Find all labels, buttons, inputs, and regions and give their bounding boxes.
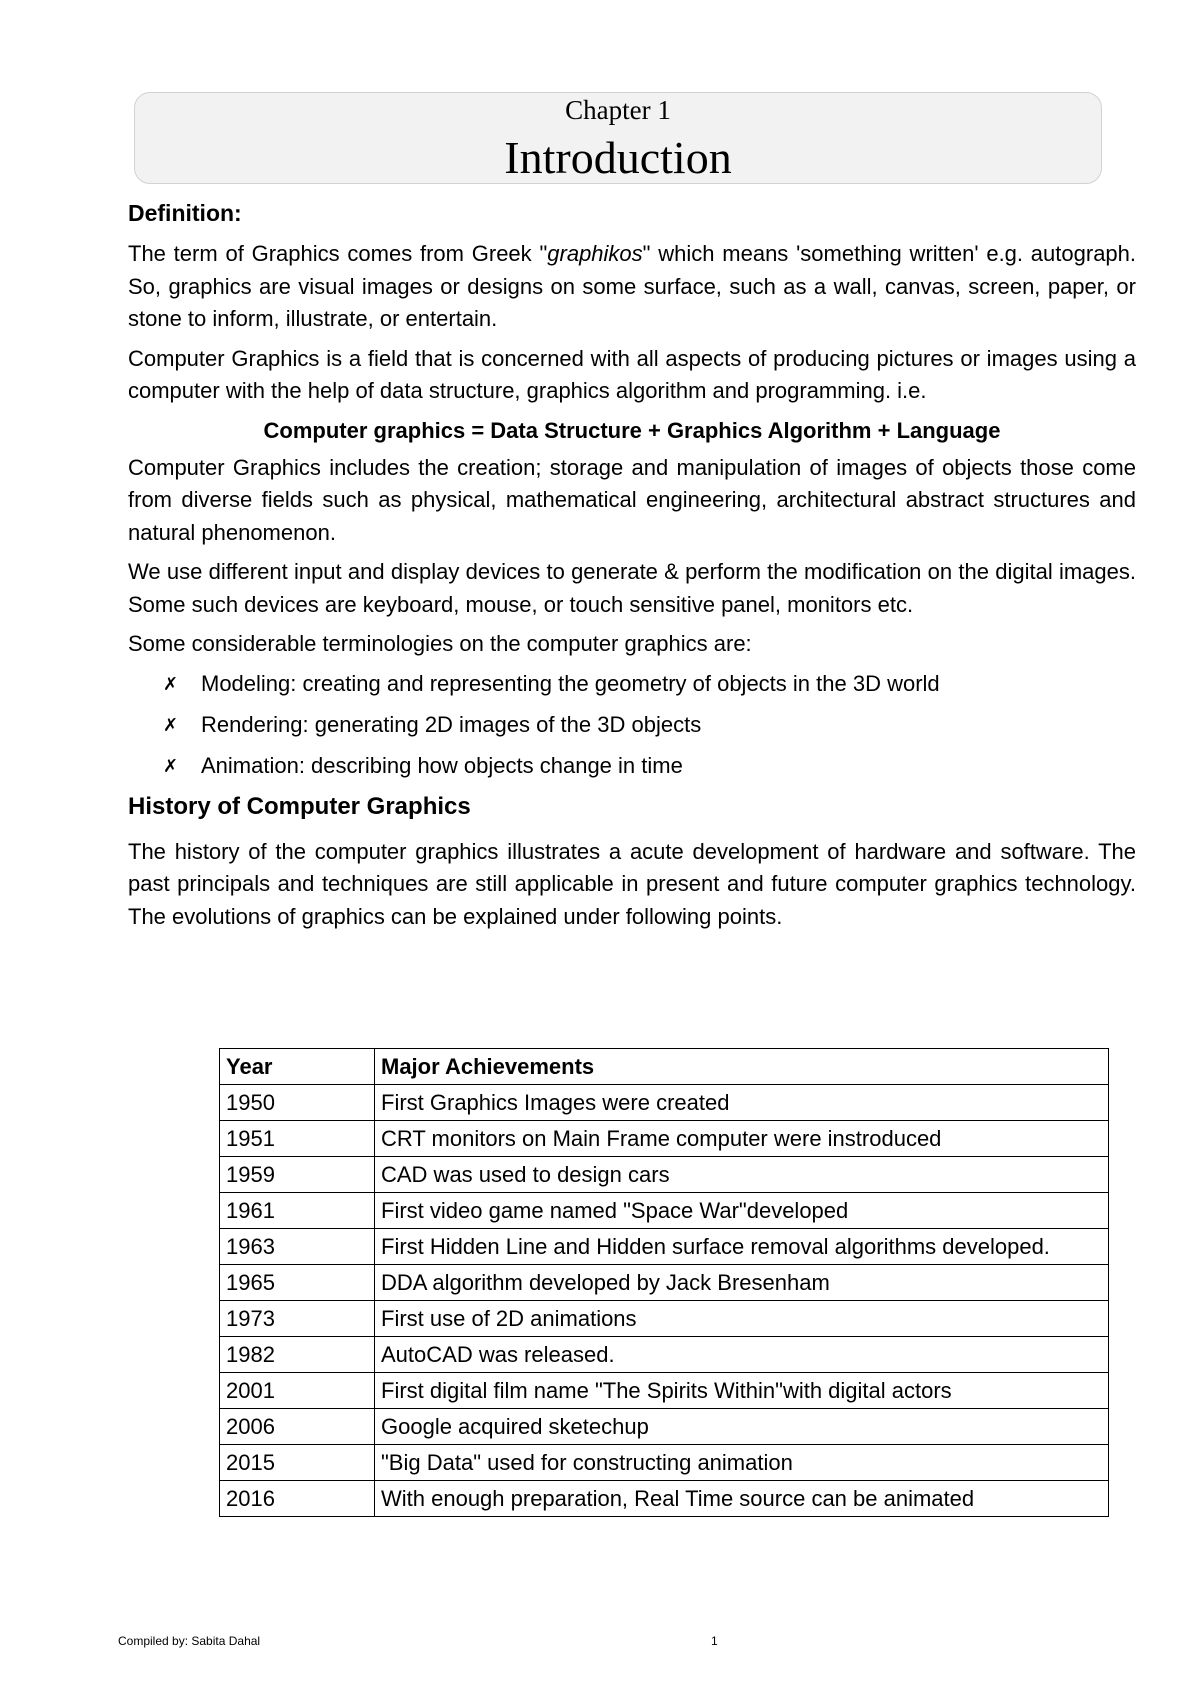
footer-page-number: 1 (711, 1634, 718, 1648)
table-header-year: Year (220, 1049, 375, 1085)
definition-paragraph-1 (128, 238, 1136, 336)
table-cell-achievement: AutoCAD was released. (375, 1337, 1109, 1373)
definition-paragraph-2: Computer Graphics is a field that is concerned with all aspects of producing pictures or images using a computer with the help of data structure, graphics algorithm and programming. i.e. (128, 345, 1136, 403)
list-item (128, 709, 1136, 741)
table-row (220, 1445, 1109, 1481)
definition-heading: Definition: (128, 200, 242, 226)
chapter-header-box (134, 92, 1102, 184)
bullet-text: Rendering: generating 2D images of the 3D objects (201, 711, 702, 737)
table-row (220, 1265, 1109, 1301)
table-cell-achievement: CRT monitors on Main Frame computer were instroduced (375, 1121, 1109, 1157)
table-row (220, 1301, 1109, 1337)
table-cell-year: 1965 (220, 1265, 375, 1301)
cross-mark-icon: ✗ (163, 673, 179, 694)
table-row (220, 1121, 1109, 1157)
footer-compiled-by: Compiled by: Sabita Dahal (118, 1634, 261, 1648)
table-cell-year: 1982 (220, 1337, 375, 1373)
terminology-list (128, 668, 1136, 782)
history-paragraph: The history of the computer graphics illustrates a acute development of hardware and software. The past principals and techniques are still applicable in present and future computer graphics technology. The evolutions of graphics can be explained under following points. (128, 838, 1136, 929)
table-header-row (220, 1049, 1109, 1085)
table-row (220, 1157, 1109, 1193)
table-header-achievements: Major Achievements (375, 1049, 1109, 1085)
table-cell-year: 1951 (220, 1121, 375, 1157)
chapter-title: Introduction (504, 132, 732, 183)
table-cell-year: 2006 (220, 1409, 375, 1445)
cross-mark-icon: ✗ (163, 714, 179, 735)
history-heading: History of Computer Graphics (128, 792, 471, 820)
table-cell-year: 2015 (220, 1445, 375, 1481)
list-item (128, 668, 1136, 700)
table-cell-year: 1959 (220, 1157, 375, 1193)
definition-p1-greek-word: graphikos (547, 241, 643, 266)
chapter-label: Chapter 1 (565, 95, 671, 125)
table-cell-achievement: First digital film name "The Spirits Within"with digital actors (375, 1373, 1109, 1409)
cross-mark-icon: ✗ (163, 755, 179, 776)
table-cell-achievement: First use of 2D animations (375, 1301, 1109, 1337)
definition-paragraph-3: Computer Graphics includes the creation; storage and manipulation of images of objects those come from diverse fields such as physical, mathematical engineering, architectural abstract structures and natural phenomenon. (128, 454, 1136, 545)
table-cell-year: 2001 (220, 1373, 375, 1409)
table-body (220, 1085, 1109, 1517)
bullet-text: Animation: describing how objects change in time (201, 752, 683, 778)
table-cell-achievement: DDA algorithm developed by Jack Bresenham (375, 1265, 1109, 1301)
history-table (219, 1048, 1109, 1517)
table-cell-achievement: With enough preparation, Real Time source can be animated (375, 1481, 1109, 1517)
page-content (128, 198, 1136, 940)
table-row (220, 1193, 1109, 1229)
definition-p1-after: " which means 'something written' e.g. autograph. So, graphics are visual images or designs on some surface, such as a wall, canvas, screen, paper, or stone to inform, illustrate, or entertain. (128, 241, 1137, 331)
table-row (220, 1481, 1109, 1517)
table-row (220, 1373, 1109, 1409)
table-cell-year: 2016 (220, 1481, 375, 1517)
table-cell-achievement: "Big Data" used for constructing animation (375, 1445, 1109, 1481)
definition-paragraph-4: We use different input and display devices to generate & perform the modification on the digital images. Some such devices are keyboard, mouse, or touch sensitive panel, monitors etc. (128, 559, 1136, 617)
definition-paragraph-5: Some considerable terminologies on the computer graphics are: (128, 631, 752, 656)
table-cell-year: 1961 (220, 1193, 375, 1229)
table-row (220, 1229, 1109, 1265)
table-row (220, 1085, 1109, 1121)
table-row (220, 1337, 1109, 1373)
table-cell-achievement: First video game named "Space War"developed (375, 1193, 1109, 1229)
table-cell-achievement: First Hidden Line and Hidden surface removal algorithms developed. (375, 1229, 1109, 1265)
table-cell-year: 1973 (220, 1301, 375, 1337)
table-cell-year: 1963 (220, 1229, 375, 1265)
table-cell-year: 1950 (220, 1085, 375, 1121)
table-row (220, 1409, 1109, 1445)
formula-line: Computer graphics = Data Structure + Graphics Algorithm + Language (263, 417, 1001, 443)
bullet-text: Modeling: creating and representing the geometry of objects in the 3D world (201, 670, 940, 696)
table-cell-achievement: First Graphics Images were created (375, 1085, 1109, 1121)
list-item (128, 750, 1136, 782)
definition-p1-before: The term of Graphics comes from Greek " (128, 241, 548, 266)
table-cell-achievement: Google acquired sketechup (375, 1409, 1109, 1445)
table-cell-achievement: CAD was used to design cars (375, 1157, 1109, 1193)
